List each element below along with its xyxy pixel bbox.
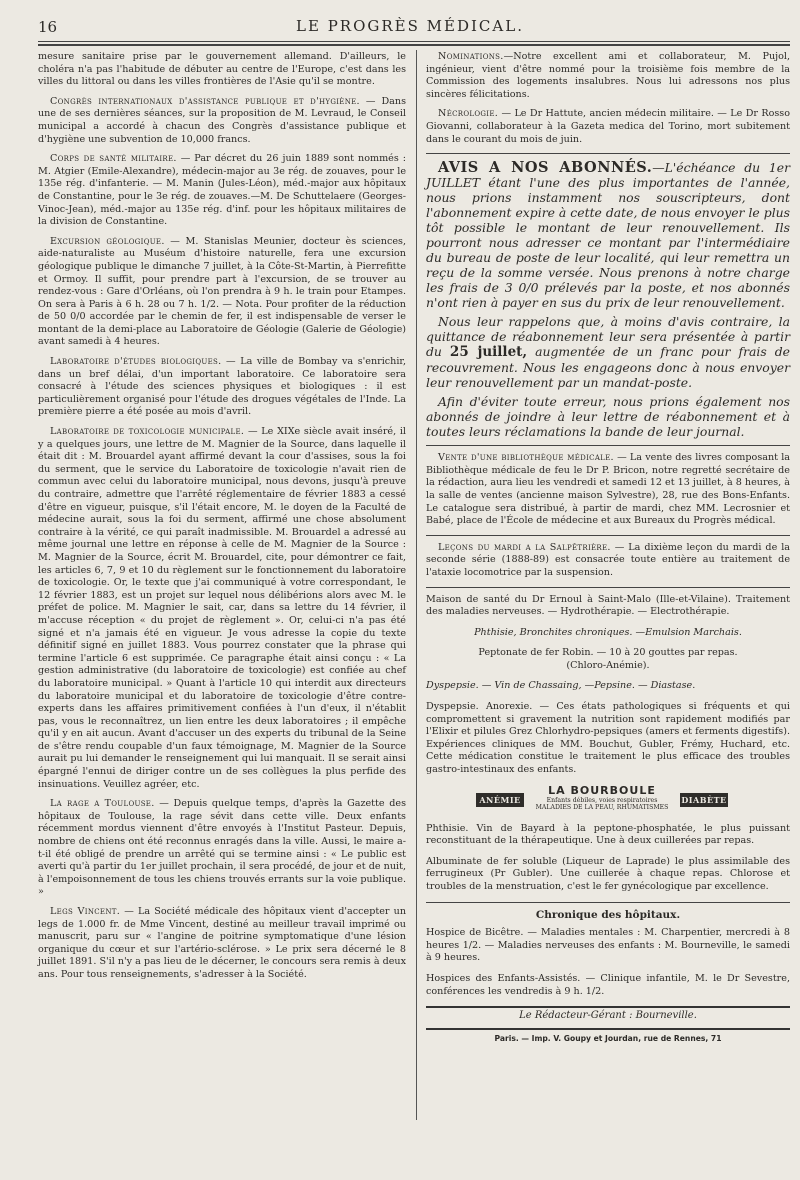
choleras-paragraph: mesure sanitaire prise par le gouvernement allemand. D'ailleurs, le choléra n'a pas l'habitude de débuter au centre de l'Europe, c'est dans les villes du littoral ou dans les villes frontières de l'Asie qu'il se montre.: [38, 51, 406, 88]
section-heading: Legs Vincent.: [50, 906, 121, 917]
ad-emulsion: Phthisie, Bronchites chroniques. —Emulsion Marchais.: [474, 626, 742, 638]
corps-sante-paragraph: [38, 153, 406, 229]
avis-paragraph-3: Afin d'éviter toute erreur, nous prions également nos abonnés de joindre à leur lettre de réabonnement et à toutes leurs réclamations la bande de leur journal.: [426, 394, 790, 440]
ad-grez: Dyspepsie. Anorexie. — Ces états pathologiques si fréquents et qui compromettent si gravement la nutrition sont rapidement modifiés par l'Elixir et pilules Grez Chlorhydro-pepsiques (amers et ferments digestifs). Expériences cliniques de MM. Bouchut, Gubler, Frémy, Huchard, etc. Cette médication constitue le traitement le plus efficace des troubles gastro-intestinaux des enfants.: [426, 701, 790, 776]
section-heading: Nominations.: [438, 51, 504, 62]
avis-date: 25 juillet,: [449, 344, 528, 361]
chronique-title: Chronique des hôpitaux.: [535, 908, 681, 921]
section-heading: Excursion géologique.: [50, 235, 165, 247]
avis-text: augmentée de un franc pour frais de recouvrement. Nous les engageons donc à nous envoyer leur renouvellement par un mandat-poste.: [426, 344, 790, 391]
divider: [426, 587, 790, 588]
anemie-label: ANÉMIE: [476, 793, 524, 807]
diabete-label: DIABÈTE: [681, 794, 727, 805]
imprint: Paris. — Imp. V. Goupy et Jourdan, rue de Rennes, 71: [494, 1033, 722, 1043]
nominations-paragraph: [426, 51, 790, 101]
section-heading: La rage a Toulouse.: [50, 798, 155, 810]
page-header: [30, 14, 790, 40]
section-heading: Laboratoire de toxicologie municipale.: [50, 426, 245, 438]
section-heading: Congrès internationaux d'assistance publique et d'hygiène.: [50, 95, 360, 107]
divider: [426, 153, 790, 154]
header-rule-bold: [38, 44, 790, 46]
section-body: — Depuis quelque temps, d'après la Gazette des hôpitaux de Toulouse, la rage sévit dans cette ville. Deux enfants récemment mordus viennent d'être envoyés à l'Institut Pasteur. Depuis, nombre de chiens ont été reconnus enragés dans la ville. Aussi, le maire a-t-il été obligé de prendre un arrêté qui se termine ainsi : « Le public est averti qu'à partir du 1er juillet prochain, il sera procédé, de jour et de nuit, à l'empoisonnement de tous les chiens trouvés errants sur la voie publique. »: [38, 798, 407, 898]
congres-paragraph: [38, 96, 406, 146]
rage-paragraph: [38, 798, 406, 899]
right-column: [426, 51, 790, 1045]
divider: [426, 1006, 790, 1008]
section-body: — M. Stanislas Meunier, docteur ès sciences, aide-naturaliste au Muséum d'histoire naturelle, fera une excursion géologique publique le dimanche 7 juillet, à la Côte-St-Martin, à Pierrefitte et Ormoy. Il suffit, pour prendre part à l'excursion, de se trouver au rendez-vous : Gare d'Orléans, où l'on prendra à 9 h. le train pour Etampes. On sera à Paris à 6 h. 28 ou 7 h. 1/2. — Nota. Pour profiter de la réduction de 50 0/0 accordée par le chemin de fer, il est indispensable de verser le montant de la demi-place au Laboratoire de Géologie (Galerie de Géologie) avant samedi à 4 heures.: [38, 235, 406, 348]
avis-text: Nous leur rappelons que, à moins d'avis contraire, la quittance de réabonnement leur sera présentée à partir du: [426, 314, 790, 360]
section-body: — Le Dr Hattute, ancien médecin militaire. — Le Dr Rosso Giovanni, collaborateur à la Gazeta medica del Torino, mort subitement dans le courant du mois de juin.: [426, 108, 790, 145]
signature: Le Rédacteur-Gérant : Bourneville.: [519, 1010, 697, 1022]
avis-paragraph-1: [426, 160, 790, 310]
bicetre-paragraph: Hospice de Bicêtre. — Maladies mentales : M. Charpentier, mercredi à 8 heures 1/2. — Maladies nerveuses des enfants : M. Bourneville, le samedi à 9 heures.: [426, 927, 790, 964]
section-heading: Laboratoire d'études biologiques.: [50, 356, 222, 368]
bourboule-title: LA BOURBOULE: [548, 783, 656, 797]
divider: [426, 902, 790, 903]
ad-laprade: Albuminate de fer soluble (Liqueur de Laprade) le plus assimilable des ferrugineux (Pr Gubler). Une cuillerée à chaque repas. Chlorose et troubles de la menstruation, c'est le fer gynécologique par excellence.: [426, 855, 790, 892]
column-separator: [416, 50, 417, 1120]
necrologie-paragraph: [426, 108, 790, 146]
divider: [426, 1028, 790, 1030]
avis-title: AVIS A NOS ABONNÉS.: [438, 159, 653, 177]
ad-maison-sante: Maison de santé du Dr Ernoul à Saint-Malo (Ille-et-Vilaine). Traitement des maladies nerveuses. — Hydrothérapie. — Electrothérapie.: [426, 593, 790, 618]
ad-peptonate: Peptonate de fer Robin. — 10 à 20 gouttes par repas.: [478, 647, 738, 659]
section-body: — La dixième leçon du mardi de la seconde série (1888-89) est consacrée toute entière au traitement de l'ataxie locomotrice par la suspension.: [426, 541, 791, 578]
laboratoire-bio-paragraph: [38, 356, 406, 419]
divider: [426, 535, 790, 536]
section-body: —Notre excellent ami et collaborateur, M. Pujol, ingénieur, vient d'être nommé pour la troisième fois membre de la Commission des logements insalubres. Nous lui adressons nos plus sincères félicitations.: [426, 51, 790, 100]
section-body: — Dans une de ses dernières séances, sur la proposition de M. Levraud, le Conseil municipal a accordé à chacun des Congrès d'assistance publique et d'hygiène une subvention de 10,000 francs.: [38, 95, 406, 145]
section-heading: Corps de santé militaire.: [50, 153, 177, 165]
divider: [426, 445, 790, 446]
bourboule-subtitle: Enfants débiles, voies respiratoires: [546, 797, 658, 805]
excursion-paragraph: [38, 236, 406, 349]
section-body: — Le XIXe siècle avait inséré, il y a quelques jours, une lettre de M. Magnier de la Source, dans laquelle il était dit : M. Brouardel ayant affirmé devant la cour d'assises, sous la foi du serment, que le service du Laboratoire de toxicologie n'avait rien de commun avec celui du laboratoire municipal, nous devons, jusqu'à preuve du contraire, admettre que l'arrêté réglementaire de février 1883 a cessé d'être en vigueur, puisque, s'il l'était encore, M. le doyen de la Faculté de médecine aurait, sous la foi du serment, affirmé une chose absolument contraire à la vérité, ce qui paraît inadmissible. M. Brouardel a adressé au même journal une lettre en réponse à celle de M. Magnier de la Source : M. Magnier de la Source, écrit M. Brouardel, cite, pour démontrer ce fait, les articles 6, 7, 9 et 10 du règlement sur le fonctionnement du laboratoire de toxicologie. Or, le texte que j'ai communiqué à votre correspondant, le 12 février 1883, est un projet sur lequel nous délibérions alors avec M. le préfet de police. M. Magnier le sait, car, dans sa lettre du 14 février, il m'accuse réception « du projet de règlement ». Or, celui-ci n'a pas été signé et n'a jamais été en vigueur. Je vous adresse la copie du texte définitif signé en juillet 1883. Vous pourrez constater que la phrase qui termine l'article 6 est supprimée. Ce paragraphe était ainsi conçu : « La gestion administrative (du laboratoire de toxicologie) est confiée au chef du laboratoire municipal. » Quant à l'article 10 qui interdit aux directeurs du laboratoire municipal et du laboratoire de toxicologie d'être contre-experts dans les affaires primitivement confiées à l'un d'eux, il n'établit pas, vous le reconnaîtrez, un lien entre les deux laboratoires ; il empêche qu'il y en ait aucun. Avant d'accuser un des experts du tribunal de la Seine de s'être rendu coupable d'un faux témoignage, M. Magnier de la Source aurait pu lui demander le renseignement qui lui manquait. Il se serait ainsi épargné l'ennui de diriger contre un de ses collègues la plus perfide des insinuations. Veuillez agréer, etc.: [38, 426, 406, 790]
ad-chassaing: Dyspepsie. — Vin de Chassaing, —Pepsine. — Diastase.: [426, 680, 696, 692]
left-column: [38, 51, 406, 989]
section-heading: Leçons du mardi a la Salpêtrière.: [438, 541, 611, 553]
page-number: 16: [38, 18, 58, 36]
bourboule-ad: [426, 785, 790, 815]
bourboule-subtitle: MALADIES DE LA PEAU, RHUMATISMES: [535, 804, 669, 812]
section-heading: Nécrologie.: [438, 108, 499, 120]
ad-bayard: Phthisie. Vin de Bayard à la peptone-phosphatée, le plus puissant reconstituant de la thérapeutique. Une à deux cuillerées par repas.: [426, 822, 790, 847]
header-rule: [38, 41, 790, 42]
section-body: — La ville de Bombay va s'enrichir, dans un bref délai, d'un important laboratoire. Ce laboratoire sera consacré à l'étude des sciences physiques et biologiques : il est particulièrement organisé pour l'étude des drogues végétales de l'Inde. La première pierre a été posée au mois d'avril.: [38, 356, 406, 418]
avis-paragraph-2: [426, 314, 790, 390]
journal-title: LE PROGRÈS MÉDICAL.: [296, 17, 524, 35]
avis-abonnes: [426, 160, 790, 439]
toxicologie-paragraph: [38, 426, 406, 791]
lecons-paragraph: [426, 542, 790, 580]
vente-paragraph: [426, 452, 790, 528]
section-heading: Vente d'une bibliothèque médicale.: [438, 452, 614, 464]
bourboule-center: [526, 785, 678, 812]
section-body: — Par décret du 26 juin 1889 sont nommés : M. Atgier (Emile-Alexandre), médecin-major au 3e rég. de zouaves, pour le 135e rég. d'infanterie. — M. Manin (Jules-Léon), méd.-major aux hôpitaux de Constantine, pour le 3e rég. de zouaves.—M. De Schuttelaere (Georges-Vinoc-Jean), méd.-major au 135e rég. d'inf. pour les hôpitaux militaires de la division de Constantine.: [38, 153, 406, 228]
section-body: — La Société médicale des hôpitaux vient d'accepter un legs de 1.000 fr. de Mme Vincent, destiné au meilleur travail imprimé ou manuscrit, paru sur « l'angine de poitrine symptomatique d'une lésion organique du cœur et sur l'artério-sclérose. » Le prix sera décerné le 8 juillet 1891. S'il n'y a pas lieu de le décerner, le concours sera remis à deux ans. Pour tous renseignements, s'adresser à la Société.: [38, 906, 406, 980]
avis-text: —L'échéance du 1er JUILLET étant l'une des plus importantes de l'année, nous prions instamment nos souscripteurs, dont l'abonnement expire à cette date, de nous envoyer le plus tôt possible le montant de leur renouvellement. Ils pourront nous adresser ce montant par l'intermédiaire du bureau de poste de leur localité, qui leur remettra un reçu de la somme versée. Nous prenons à notre charge les frais de 3 0/0 prélevés par la poste, et nos abonnés n'ont rien à payer en sus du prix de leur renouvellement.: [426, 160, 790, 311]
section-body: — La vente des livres composant la Bibliothèque médicale de feu le Dr P. Bricon, notre regretté secrétaire de la rédaction, aura lieu les vendredi et samedi 12 et 13 juillet, à 8 heures, à la salle de ventes (ancienne maison Sylvestre), 28, rue des Bons-Enfants. Le catalogue sera distribué, à partir de mardi, chez MM. Lecrosnier et Babé, place de l'École de médecine et aux Bureaux du Progrès médical.: [426, 452, 790, 527]
legs-paragraph: [38, 906, 406, 982]
ad-peptonate-note: (Chloro-Anémie).: [566, 659, 650, 671]
enfants-assistes-paragraph: Hospices des Enfants-Assistés. — Clinique infantile, M. le Dr Sevestre, conférences les vendredis à 9 h. 1/2.: [426, 972, 790, 997]
